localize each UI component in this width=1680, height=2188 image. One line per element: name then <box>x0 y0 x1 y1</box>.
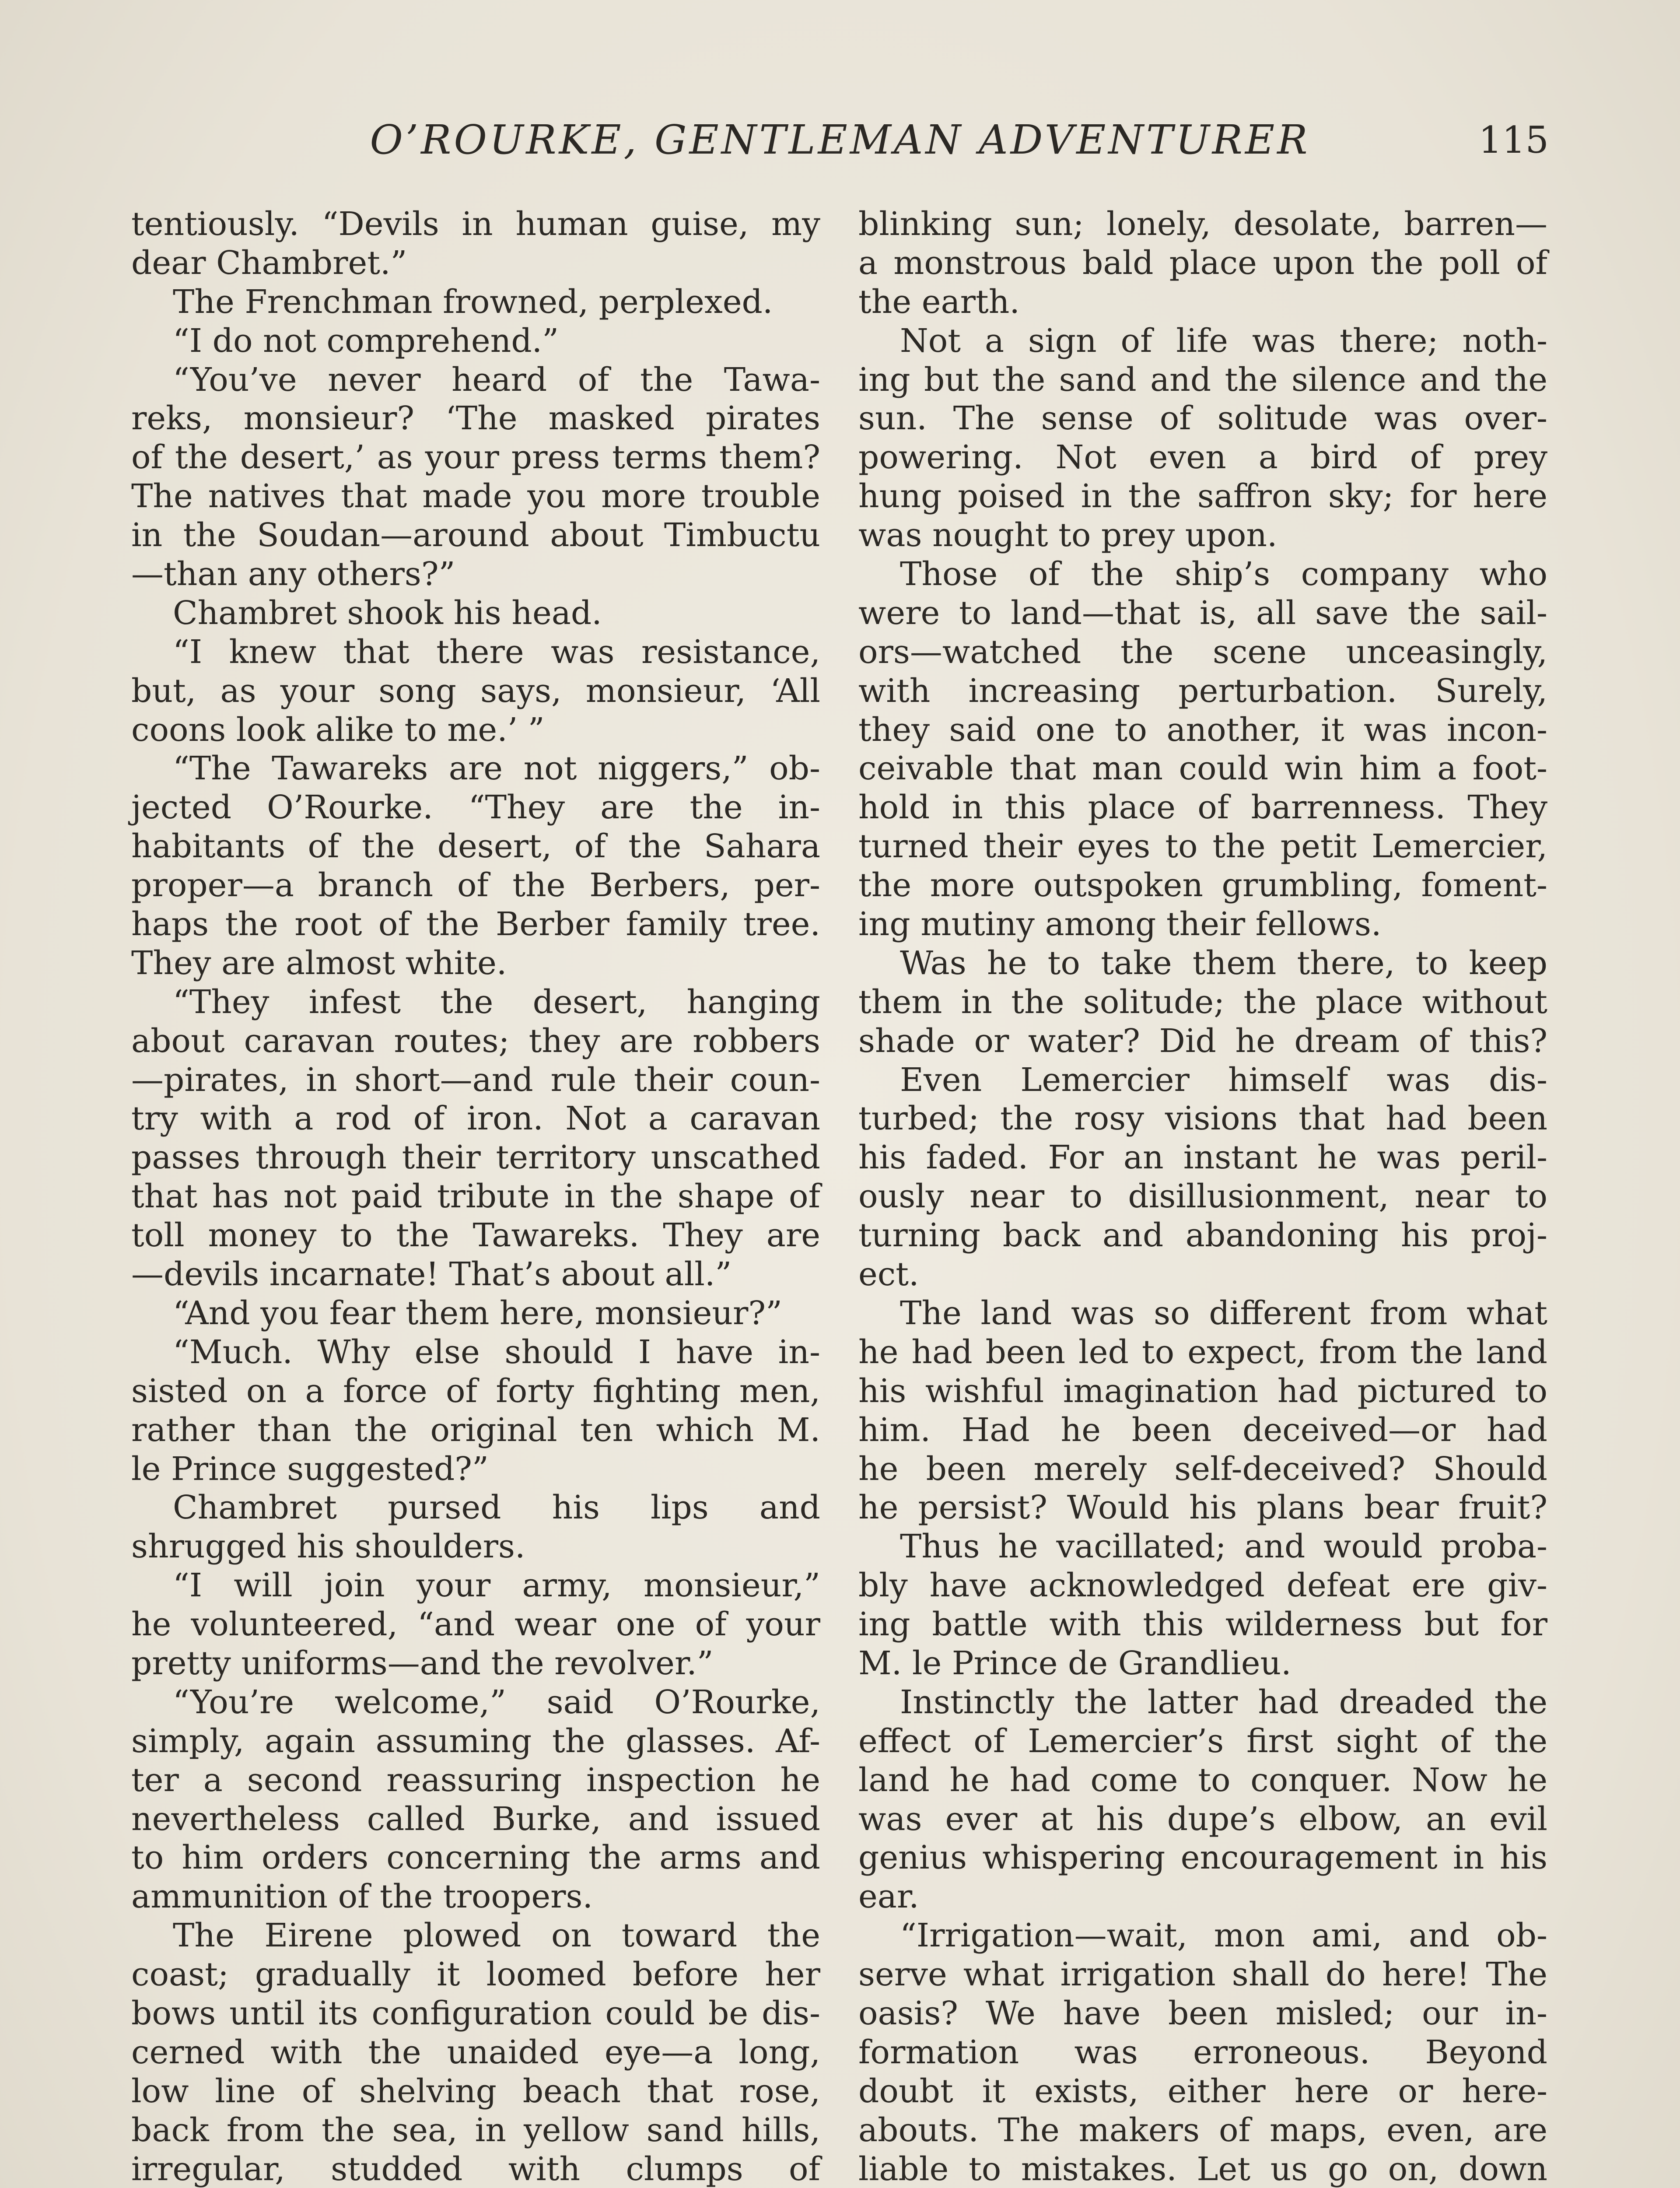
text-line: was ever at his dupe’s elbow, an evil <box>858 1800 1547 1838</box>
text-line: he been merely self-deceived? Should <box>858 1450 1547 1488</box>
text-line: ing battle with this wilderness but for <box>858 1606 1547 1644</box>
text-line: sun. The sense of solitude was over- <box>858 400 1547 438</box>
text-line: cerned with the unaided eye—a long, <box>131 2033 820 2071</box>
text-line: effect of Lemercier’s first sight of the <box>858 1722 1547 1760</box>
text-line: Those of the ship’s company who <box>900 555 1547 593</box>
text-line: proper—a branch of the Berbers, per- <box>131 866 820 905</box>
running-title: O’ROURKE, GENTLEMAN ADVENTURER <box>370 116 1310 163</box>
text-line: “And you fear them here, monsieur?” <box>173 1294 782 1332</box>
text-line: bows until its configuration could be dis- <box>131 1994 820 2032</box>
text-line: oasis? We have been misled; our in- <box>858 1994 1547 2032</box>
text-line: coast; gradually it loomed before her <box>131 1956 820 1994</box>
text-line: blinking sun; lonely, desolate, barren— <box>858 205 1547 243</box>
text-line: Chambret pursed his lips and <box>173 1489 820 1527</box>
text-line: hung poised in the saffron sky; for here <box>858 477 1547 515</box>
text-line: ing mutiny among their fellows. <box>858 905 1382 943</box>
text-line: his wishful imagination had pictured to <box>858 1372 1547 1410</box>
text-line: Chambret shook his head. <box>173 594 602 632</box>
text-line: ors—watched the scene unceasingly, <box>858 633 1547 671</box>
text-line: ceivable that man could win him a foot- <box>858 750 1547 788</box>
text-line: passes through their territory unscathed <box>131 1139 820 1177</box>
text-line: formation was erroneous. Beyond <box>858 2033 1547 2071</box>
left-text-column <box>131 205 820 2188</box>
text-line: sisted on a force of forty fighting men, <box>131 1372 820 1410</box>
text-line: was nought to prey upon. <box>858 516 1278 554</box>
text-line: he persist? Would his plans bear fruit? <box>858 1489 1547 1527</box>
text-line: were to land—that is, all save the sail- <box>858 594 1547 632</box>
text-line: low line of shelving beach that rose, <box>131 2072 820 2110</box>
text-line: bly have acknowledged defeat ere giv- <box>858 1567 1547 1605</box>
text-line: haps the root of the Berber family tree. <box>131 905 820 943</box>
text-line: “I do not comprehend.” <box>173 322 559 360</box>
text-line: hold in this place of barrenness. They <box>858 789 1547 827</box>
text-line: “Irrigation—wait, mon ami, and ob- <box>900 1917 1547 1955</box>
text-line: simply, again assuming the glasses. Af- <box>131 1722 820 1760</box>
text-line: jected O’Rourke. “They are the in- <box>131 789 820 827</box>
text-line: of the desert,’ as your press terms them? <box>131 438 820 477</box>
text-line: a monstrous bald place upon the poll of <box>858 244 1547 282</box>
text-line: turning back and abandoning his proj- <box>858 1217 1547 1255</box>
text-line: abouts. The makers of maps, even, are <box>858 2111 1547 2149</box>
text-line: ing but the sand and the silence and the <box>858 361 1547 399</box>
text-line: back from the sea, in yellow sand hills, <box>131 2111 820 2149</box>
text-line: Not a sign of life was there; noth- <box>900 322 1547 360</box>
text-line: him. Had he been deceived—or had <box>858 1411 1547 1449</box>
text-line: to him orders concerning the arms and <box>131 1839 820 1877</box>
text-line: shrugged his shoulders. <box>131 1528 525 1566</box>
text-line: M. le Prince de Grandlieu. <box>858 1644 1292 1682</box>
text-line: ter a second reassuring inspection he <box>131 1761 820 1799</box>
text-line: —devils incarnate! That’s about all.” <box>131 1255 732 1294</box>
text-line: he volunteered, “and wear one of your <box>131 1606 820 1644</box>
text-line: reks, monsieur? ‘The masked pirates <box>131 400 820 438</box>
text-line: but, as your song says, monsieur, ‘All <box>131 672 820 710</box>
text-line: pretty uniforms—and the revolver.” <box>131 1644 714 1682</box>
text-line: the earth. <box>858 283 1020 321</box>
text-line: “They infest the desert, hanging <box>173 983 820 1021</box>
text-line: Thus he vacillated; and would proba- <box>900 1528 1547 1566</box>
text-line: doubt it exists, either here or here- <box>858 2072 1547 2110</box>
text-line: habitants of the desert, of the Sahara <box>131 828 820 866</box>
text-line: “Much. Why else should I have in- <box>173 1333 820 1371</box>
text-line: in the Soudan—around about Timbuctu <box>131 516 820 554</box>
running-head <box>131 116 1549 164</box>
text-line: liable to mistakes. Let us go on, down <box>858 2150 1547 2188</box>
text-line: shade or water? Did he dream of this? <box>858 1022 1547 1060</box>
text-line: them in the solitude; the place without <box>858 983 1547 1021</box>
text-line: that has not paid tribute in the shape of <box>131 1178 820 1216</box>
text-line: ear. <box>858 1878 919 1916</box>
text-line: they said one to another, it was incon- <box>858 711 1547 749</box>
text-line: “I will join your army, monsieur,” <box>173 1567 820 1605</box>
text-line: turned their eyes to the petit Lemercier, <box>858 828 1547 866</box>
text-line: The land was so different from what <box>900 1294 1547 1332</box>
page-number: 115 <box>1478 119 1549 161</box>
text-line: with increasing perturbation. Surely, <box>858 672 1547 710</box>
text-line: “The Tawareks are not niggers,” ob- <box>173 750 820 788</box>
text-line: Instinctly the latter had dreaded the <box>900 1683 1547 1721</box>
text-line: coons look alike to me.’ ” <box>131 711 545 749</box>
text-line: —than any others?” <box>131 555 455 593</box>
text-line: The Eirene plowed on toward the <box>173 1917 820 1955</box>
text-line: the more outspoken grumbling, foment- <box>858 866 1547 905</box>
text-line: about caravan routes; they are robbers <box>131 1022 820 1060</box>
text-line: toll money to the Tawareks. They are <box>131 1217 820 1255</box>
text-line: Was he to take them there, to keep <box>900 944 1547 982</box>
text-line: “You’re welcome,” said O’Rourke, <box>173 1683 820 1721</box>
text-line: dear Chambret.” <box>131 244 407 282</box>
text-line: ously near to disillusionment, near to <box>858 1178 1547 1216</box>
text-line: “You’ve never heard of the Tawa- <box>173 361 820 399</box>
text-line: he had been led to expect, from the land <box>858 1333 1547 1371</box>
text-line: tentiously. “Devils in human guise, my <box>131 205 820 243</box>
text-line: genius whispering encouragement in his <box>858 1839 1547 1877</box>
text-line: his faded. For an instant he was peril- <box>858 1139 1547 1177</box>
text-line: The natives that made you more trouble <box>131 477 820 515</box>
text-line: —pirates, in short—and rule their coun- <box>131 1061 820 1099</box>
text-line: rather than the original ten which M. <box>131 1411 820 1449</box>
text-line: le Prince suggested?” <box>131 1450 489 1488</box>
text-line: They are almost white. <box>131 944 507 982</box>
text-line: irregular, studded with clumps of <box>131 2150 820 2188</box>
text-line: ect. <box>858 1255 919 1294</box>
text-line: land he had come to conquer. Now he <box>858 1761 1547 1799</box>
text-line: serve what irrigation shall do here! The <box>858 1956 1547 1994</box>
text-line: “I knew that there was resistance, <box>173 633 820 671</box>
text-line: The Frenchman frowned, perplexed. <box>173 283 773 321</box>
text-line: turbed; the rosy visions that had been <box>858 1100 1547 1138</box>
text-line: Even Lemercier himself was dis- <box>900 1061 1547 1099</box>
right-text-column <box>858 205 1547 2188</box>
text-line: try with a rod of iron. Not a caravan <box>131 1100 820 1138</box>
text-line: nevertheless called Burke, and issued <box>131 1800 820 1838</box>
text-line: powering. Not even a bird of prey <box>858 438 1547 477</box>
text-line: ammunition of the troopers. <box>131 1878 593 1916</box>
